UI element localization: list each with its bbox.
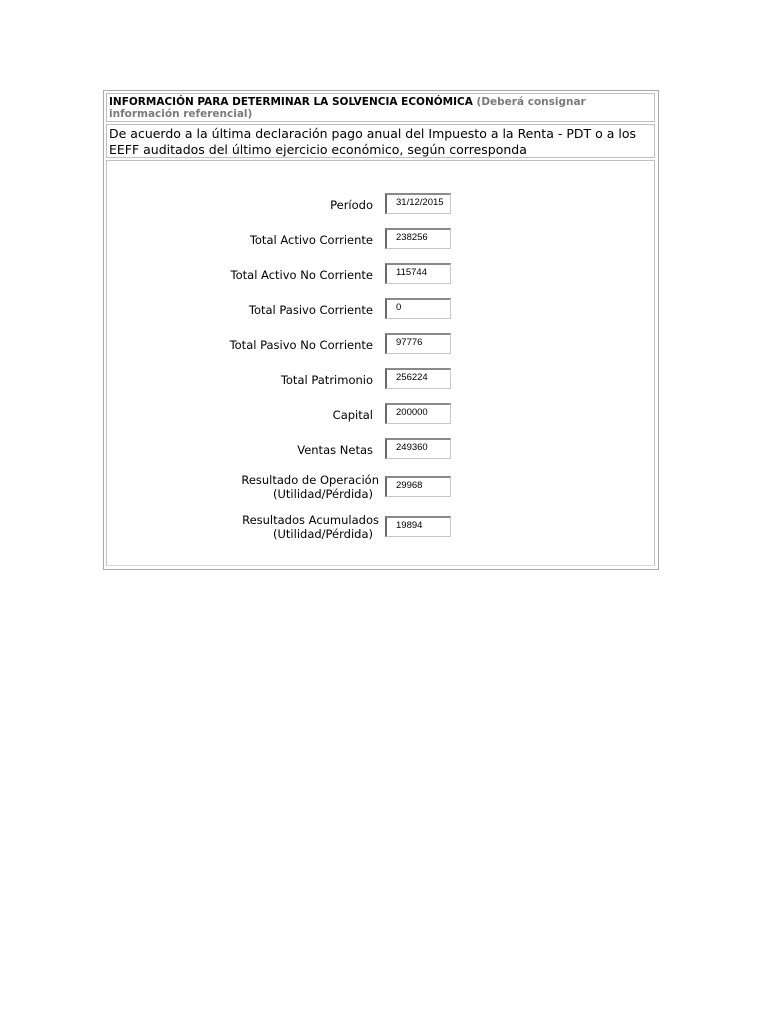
total-patrimonio-label: Total Patrimonio bbox=[280, 373, 373, 387]
section-title: INFORMACIÓN PARA DETERMINAR LA SOLVENCIA ECONÓMICA bbox=[109, 96, 473, 108]
resultado-operacion-field[interactable]: 29968 bbox=[385, 476, 451, 497]
section-description: De acuerdo a la última declaración pago anual del Impuesto a la Renta - PDT o a los EEFF auditados del último ejercicio económico, según corresponda bbox=[106, 124, 655, 158]
resultado-operacion-label bbox=[241, 473, 379, 501]
resultado-operacion-label-line2: (Utilidad/Pérdida) bbox=[273, 487, 373, 501]
resultados-acumulados-label bbox=[242, 513, 379, 541]
ventas-netas-field[interactable]: 249360 bbox=[385, 438, 451, 459]
total-pasivo-no-corriente-label: Total Pasivo No Corriente bbox=[229, 338, 373, 352]
total-activo-no-corriente-label: Total Activo No Corriente bbox=[230, 268, 373, 282]
resultados-acumulados-label-line2: (Utilidad/Pérdida) bbox=[273, 527, 373, 541]
capital-field[interactable]: 200000 bbox=[385, 403, 451, 424]
periodo-field[interactable]: 31/12/2015 bbox=[385, 193, 451, 214]
resultados-acumulados-field[interactable]: 19894 bbox=[385, 516, 451, 537]
total-activo-corriente-label: Total Activo Corriente bbox=[249, 233, 373, 247]
total-pasivo-corriente-field[interactable]: 0 bbox=[385, 298, 451, 319]
total-patrimonio-field[interactable]: 256224 bbox=[385, 368, 451, 389]
solvency-panel bbox=[103, 90, 659, 570]
capital-label: Capital bbox=[332, 408, 373, 422]
total-pasivo-corriente-label: Total Pasivo Corriente bbox=[248, 303, 373, 317]
resultados-acumulados-label-line1: Resultados Acumulados bbox=[242, 513, 379, 527]
total-activo-no-corriente-field[interactable]: 115744 bbox=[385, 263, 451, 284]
section-note: (Deberá consignar información referencial) bbox=[109, 96, 586, 120]
total-pasivo-no-corriente-field[interactable]: 97776 bbox=[385, 333, 451, 354]
total-activo-corriente-field[interactable]: 238256 bbox=[385, 228, 451, 249]
financial-form bbox=[106, 160, 655, 566]
section-header bbox=[106, 93, 655, 122]
resultado-operacion-label-line1: Resultado de Operación bbox=[241, 473, 379, 487]
periodo-label: Período bbox=[330, 198, 373, 212]
ventas-netas-label: Ventas Netas bbox=[297, 443, 373, 457]
